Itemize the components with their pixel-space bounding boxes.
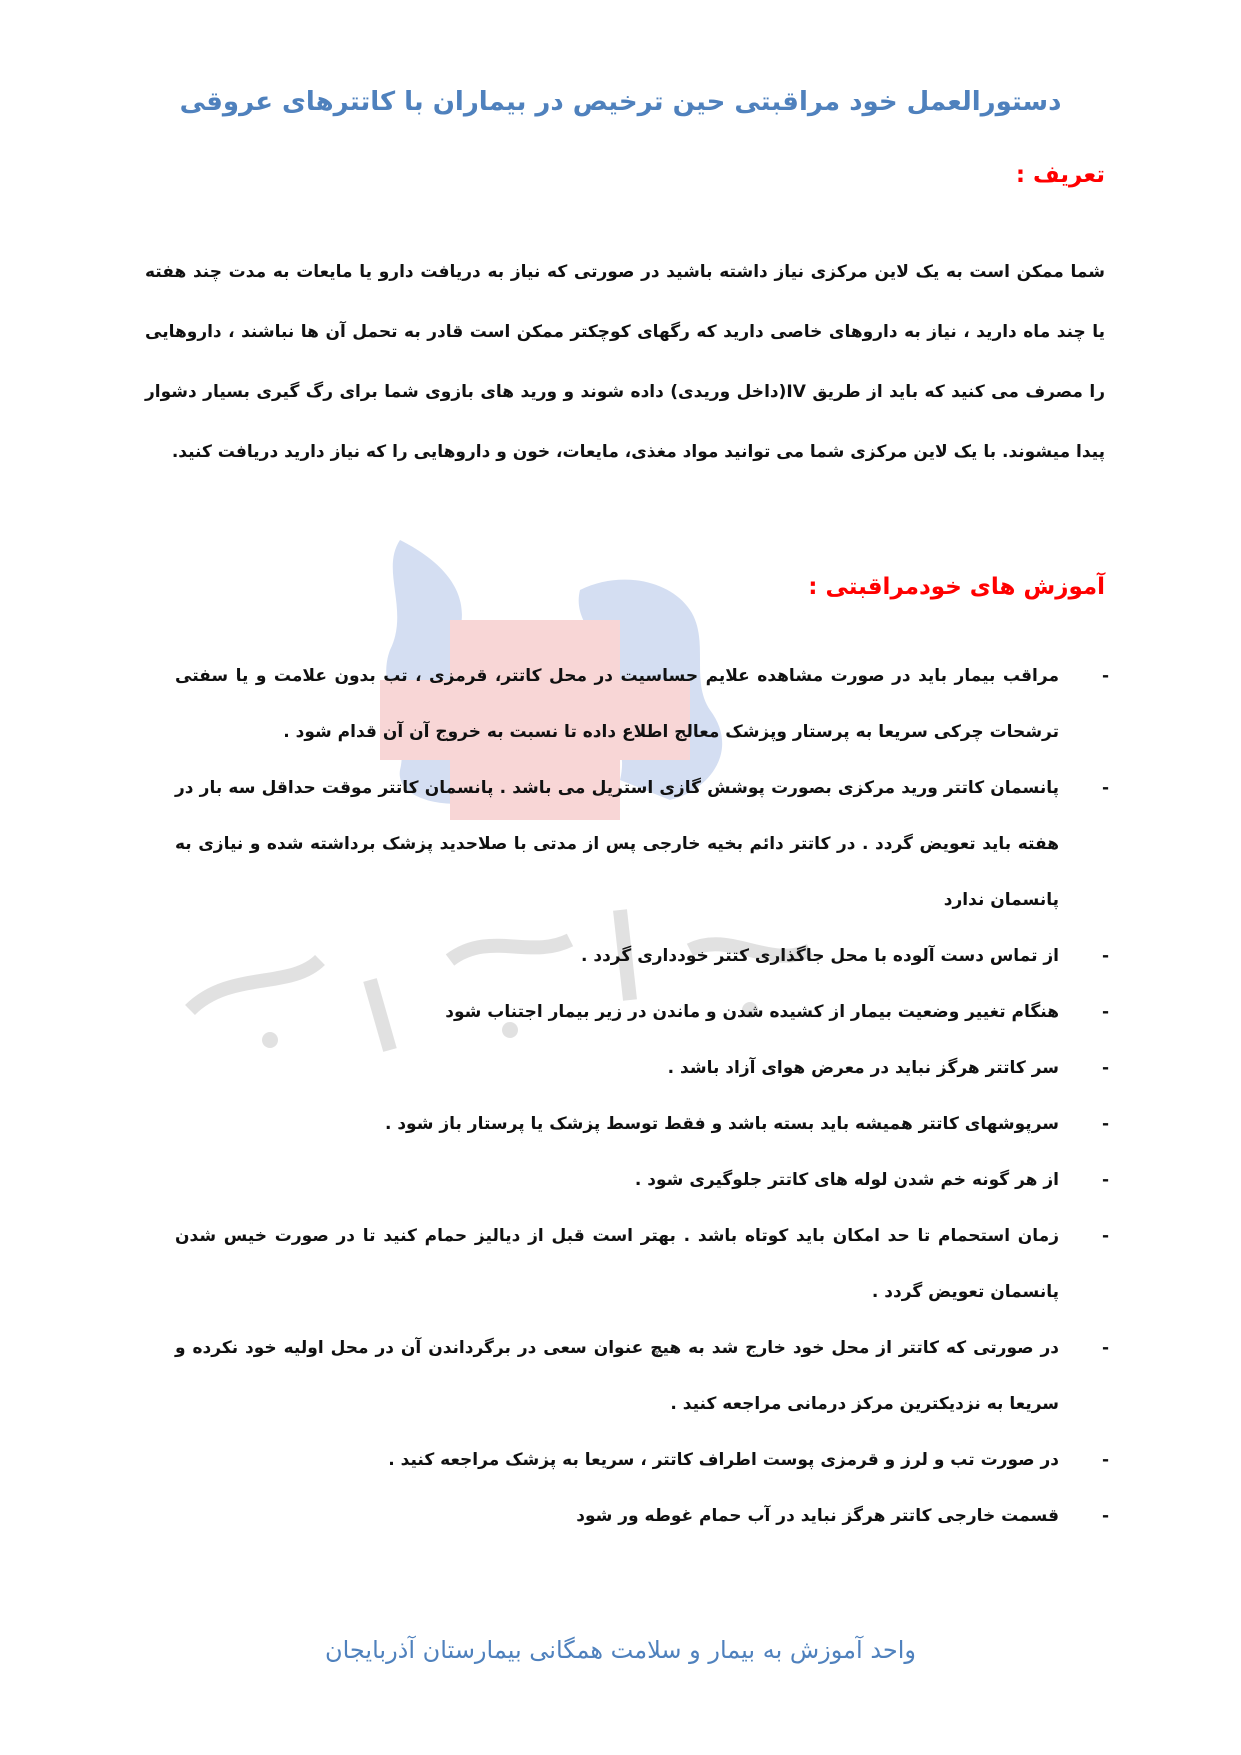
list-item: - سرپوشهای کاتتر همیشه باید بسته باشد و فقط توسط پزشک یا پرستار باز شود .: [175, 1096, 1059, 1152]
self-care-list: [175, 648, 1059, 1544]
list-item: - از تماس دست آلوده با محل جاگذاری کتتر خودداری گردد .: [175, 928, 1059, 984]
list-item: - هنگام تغییر وضعیت بیمار از کشیده شدن و ماندن در زیر بیمار اجتناب شود: [175, 984, 1059, 1040]
list-item: - مراقب بیمار باید در صورت مشاهده علایم حساسیت در محل کاتتر، قرمزی ، تب بدون علامت و یا سفتی ترشحات چرکی سریعا به پرستار وپزشک معالج اطلاع داده تا نسبت به خروج آن آن قدام شود .: [175, 648, 1059, 760]
footer-text: واحد آموزش به بیمار و سلامت همگانی بیمارستان آذربایجان: [324, 1636, 917, 1664]
list-item: - زمان استحمام تا حد امکان باید کوتاه باشد . بهتر است قبل از دیالیز حمام کنید تا در صورت خیس شدن پانسمان تعویض گردد .: [175, 1208, 1059, 1320]
definition-paragraph: شما ممکن است به یک لاین مرکزی نیاز داشته باشید در صورتی که نیاز به دریافت دارو یا مایعات به مدت چند هفته یا چند ماه دارید ، نیاز به داروهای خاصی دارید که رگهای کوچکتر ممکن است قادر به تحمل آن ها نباشند ، داروهایی را مصرف می کنید که باید از طریق IV(داخل وریدی) داده شوند و ورید های بازوی شما برای رگ گیری بسیار دشوار پیدا میشوند. با یک لاین مرکزی شما می توانید مواد مغذی، مایعات، خون و داروهایی را که نیاز دارید دریافت کنید.: [145, 262, 1105, 462]
document-title: دستورالعمل خود مراقبتی حین ترخیص در بیماران با کاتترهای عروقی: [179, 87, 1062, 117]
self-care-heading: آموزش های خودمراقبتی :: [808, 574, 1105, 600]
list-item: - در صورت تب و لرز و قرمزی پوست اطراف کاتتر ، سریعا به پزشک مراجعه کنید .: [175, 1432, 1059, 1488]
definition-heading: تعریف :: [1015, 162, 1105, 188]
list-item: - از هر گونه خم شدن لوله های کاتتر جلوگیری شود .: [175, 1152, 1059, 1208]
list-item: - پانسمان کاتتر ورید مرکزی بصورت پوشش گازی استریل می باشد . پانسمان کاتتر موقت حداقل سه بار در هفته باید تعویض گردد . در کاتتر دائم بخیه خارجی پس از مدتی با صلاحدید پزشک برداشته شده و نیازی به پانسمان ندارد: [175, 760, 1059, 928]
list-item: - سر کاتتر هرگز نباید در معرض هوای آزاد باشد .: [175, 1040, 1059, 1096]
list-item: - در صورتی که کاتتر از محل خود خارج شد به هیچ عنوان سعی در برگرداندن آن در محل اولیه خود نکرده و سریعا به نزدیکترین مرکز درمانی مراجعه کنید .: [175, 1320, 1059, 1432]
list-item: - قسمت خارجی کاتتر هرگز نباید در آب حمام غوطه ور شود: [175, 1488, 1059, 1544]
